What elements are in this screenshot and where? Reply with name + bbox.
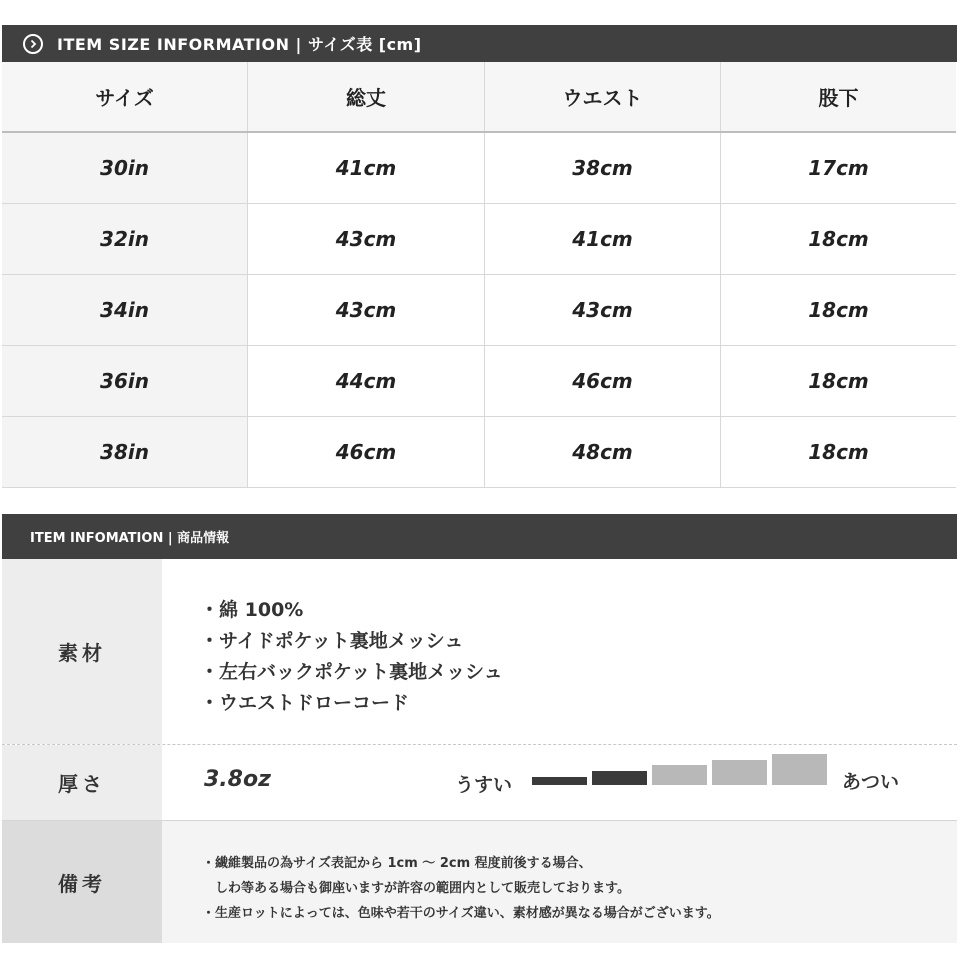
cell-size: 36in [2, 346, 248, 417]
info-section-title: ITEM INFOMATION | 商品情報 [30, 531, 230, 546]
thickness-content [162, 745, 957, 820]
chevron-right-icon [23, 34, 43, 54]
notes-list [202, 851, 720, 926]
cell-total-length: 43cm [248, 275, 485, 346]
list-item: ・ ウエストドローコード [200, 688, 503, 719]
header-size: サイズ [2, 62, 248, 132]
size-table [2, 62, 956, 488]
cell-waist: 38cm [485, 132, 721, 204]
thickness-segment [532, 777, 587, 785]
cell-size: 38in [2, 417, 248, 488]
notes-label: 備考 [2, 821, 162, 943]
cell-waist: 43cm [485, 275, 721, 346]
thickness-label: 厚さ [2, 745, 162, 820]
cell-size: 34in [2, 275, 248, 346]
thin-label: うすい [455, 774, 513, 796]
note-line: ・生産ロットによっては、色味や若干のサイズ違い、素材感が異なる場合がございます。 [202, 906, 720, 921]
thickness-segment [592, 771, 647, 785]
table-row [2, 417, 956, 488]
info-section-header [2, 514, 957, 559]
thick-label: あつい [842, 771, 900, 793]
cell-inseam: 18cm [721, 204, 957, 275]
table-row [2, 275, 956, 346]
cell-size: 32in [2, 204, 248, 275]
thickness-segment [712, 760, 767, 785]
notes-row [2, 821, 957, 943]
cell-waist: 46cm [485, 346, 721, 417]
cell-waist: 41cm [485, 204, 721, 275]
list-item: ・ 綿 100% [200, 595, 503, 626]
material-content [162, 559, 957, 744]
size-section-title: ITEM SIZE INFORMATION | サイズ表 [cm] [57, 35, 422, 54]
cell-total-length: 41cm [248, 132, 485, 204]
cell-total-length: 44cm [248, 346, 485, 417]
list-item: ・ サイドポケット裏地メッシュ [200, 626, 503, 657]
material-list [200, 595, 503, 719]
cell-total-length: 43cm [248, 204, 485, 275]
thickness-scale [532, 759, 828, 785]
note-line: ・繊維製品の為サイズ表記から 1cm 〜 2cm 程度前後する場合、 [202, 856, 592, 871]
material-row [2, 559, 957, 745]
cell-inseam: 17cm [721, 132, 957, 204]
cell-inseam: 18cm [721, 417, 957, 488]
header-waist: ウエスト [485, 62, 721, 132]
thickness-segment [772, 754, 827, 785]
thickness-value: 3.8oz [204, 767, 271, 792]
table-row [2, 346, 956, 417]
size-table-header-row [2, 62, 956, 132]
thickness-row [2, 745, 957, 821]
cell-total-length: 46cm [248, 417, 485, 488]
cell-inseam: 18cm [721, 346, 957, 417]
table-row [2, 132, 956, 204]
list-item: ・ 左右バックポケット裏地メッシュ [200, 657, 503, 688]
cell-waist: 48cm [485, 417, 721, 488]
note-line: しわ等ある場合も御座いますが許容の範囲内として販売しております。 [215, 881, 630, 896]
table-row [2, 204, 956, 275]
item-info [2, 559, 957, 943]
cell-inseam: 18cm [721, 275, 957, 346]
header-total-length: 総丈 [248, 62, 485, 132]
thickness-segment [652, 765, 707, 785]
size-section-header [2, 25, 957, 62]
material-label: 素材 [2, 559, 162, 744]
header-inseam: 股下 [721, 62, 957, 132]
cell-size: 30in [2, 132, 248, 204]
notes-content [162, 821, 957, 943]
